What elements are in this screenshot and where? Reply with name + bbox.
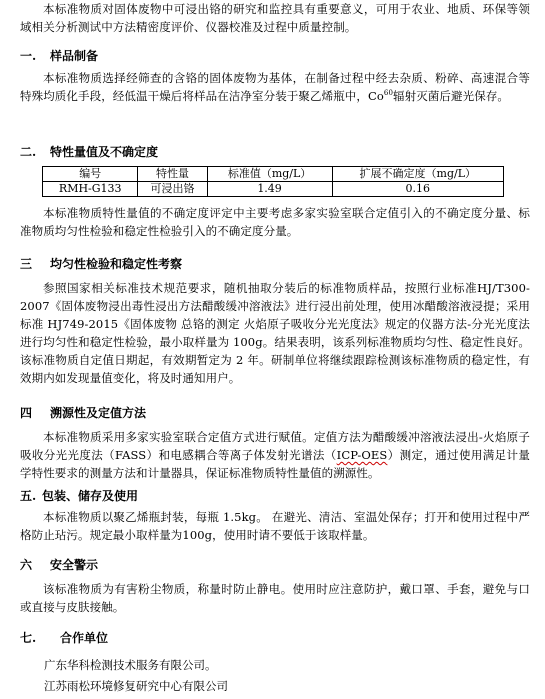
section-3-title: 均匀性检验和稳定性考察 (50, 257, 183, 271)
section-4-body (20, 428, 530, 482)
table-cell: RMH-G133 (43, 182, 138, 197)
section-7-number: 七. (20, 631, 37, 645)
section-3-body: 参照国家相关标准技术规范要求，随机抽取分装后的标准物质样品，按照行业标准HJ/T300-2007《固体废物浸出毒性浸出方法醋酸缓冲溶液法》进行浸出前处理，使用冰醋酸溶液浸提；采用标准 HJ749-2015《固体废物 总铬的测定 火焰原子吸收分光光度法》规定的仪器方法-分光光度法进行均匀性和稳定性检验，最小取样量为 100g。结果表明，该系列标准物质均匀性、稳定性良好。该标准物质自定值日期起，有效期暂定为 2 年。研制单位将继续跟踪检测该标准物质的稳定性，有效期内如发现量值变化，将及时通知用户。 (20, 281, 530, 385)
certified-values-table (42, 166, 504, 197)
table-header-row (43, 167, 504, 182)
intro-paragraph: 本标准物质对固体废物中可浸出铬的研究和监控具有重要意义，可用于农业、地质、环保等领域相关分析测试中方法精密度评价、仪器校准及过程中质量控制。 (20, 2, 530, 34)
table-header-cell: 标准值（mg/L） (207, 167, 332, 182)
section-5-title: 包装、储存及使用 (42, 489, 139, 503)
icp-oes-term: ICP-OES (336, 448, 388, 462)
cooperating-unit-2: 江苏雨松环境修复研究中心有限公司 (44, 679, 228, 693)
section-3-heading (20, 255, 182, 273)
section-1-number: 一. (20, 49, 37, 63)
section-7-title: 合作单位 (60, 631, 109, 645)
section-6-title: 安全警示 (50, 558, 99, 572)
table-header-cell: 特性量 (138, 167, 207, 182)
section-4-body-b: ）测定，通过使用满足计量学特性要求的测量方法和计量器具，保证标准物质特性量值的溯源性。 (20, 448, 530, 480)
table-header-cell: 编号 (43, 167, 138, 182)
section-1-title: 样品制备 (50, 49, 99, 63)
section-6-heading (20, 556, 98, 574)
section-6-body: 该标准物质为有害粉尘物质，称量时防止静电。使用时应注意防护，戴口罩、手套，避免与口或直接与皮肤接触。 (20, 582, 530, 614)
section-4-number: 四 (20, 406, 33, 420)
section-5-body: 本标准物质以聚乙烯瓶封装，每瓶 1.5kg。 在避光、清洁、室温处保存；打开和使用过程中严格防止玷污。规定最小取样量为100g，使用时请不要低于该取样量。 (20, 510, 530, 542)
section-4-heading (20, 404, 146, 422)
section-6-number: 六 (20, 558, 33, 572)
section-4-title: 溯源性及定值方法 (50, 406, 147, 420)
section-7-heading (20, 629, 108, 647)
cooperating-unit-1: 广东华科检测技术服务有限公司。 (44, 658, 217, 672)
cobalt-isotope-superscript: 60 (383, 89, 394, 98)
section-1-body-b: 辐射灭菌后避光保存。 (393, 89, 510, 103)
section-5-number: 五. (20, 489, 37, 503)
section-2-title: 特性量值及不确定度 (50, 145, 159, 159)
table-row (43, 182, 504, 197)
table-cell: 0.16 (332, 182, 503, 197)
section-5-heading (20, 487, 138, 505)
table-header-cell: 扩展不确定度（mg/L） (332, 167, 503, 182)
section-2-number: 二. (20, 145, 37, 159)
section-3-number: 三 (20, 257, 33, 271)
section-1-heading (20, 47, 98, 65)
section-2-heading (20, 143, 158, 161)
section-1-body-a: 本标准物质选择经筛查的含铬的固体废物为基体，在制备过程中经去杂质、粉碎、高速混合等特殊均质化手段，经低温干燥后将样品在洁净室分装于聚乙烯瓶中，Co (20, 71, 530, 103)
table-cell: 1.49 (207, 182, 332, 197)
section-1-body (20, 69, 530, 105)
section-4-body-a: 本标准物质采用多家实验室联合定值方式进行赋值。定值方法为醋酸缓冲溶液法浸出-火焰原子吸收分光光度法（FASS）和电感耦合等离子体发射光谱法（ (20, 430, 530, 462)
table-cell: 可浸出铬 (138, 182, 207, 197)
section-2-body: 本标准物质特性量值的不确定度评定中主要考虑多家实验室联合定值引入的不确定度分量、标准物质均匀性检验和稳定性检验引入的不确定度分量。 (20, 206, 530, 238)
